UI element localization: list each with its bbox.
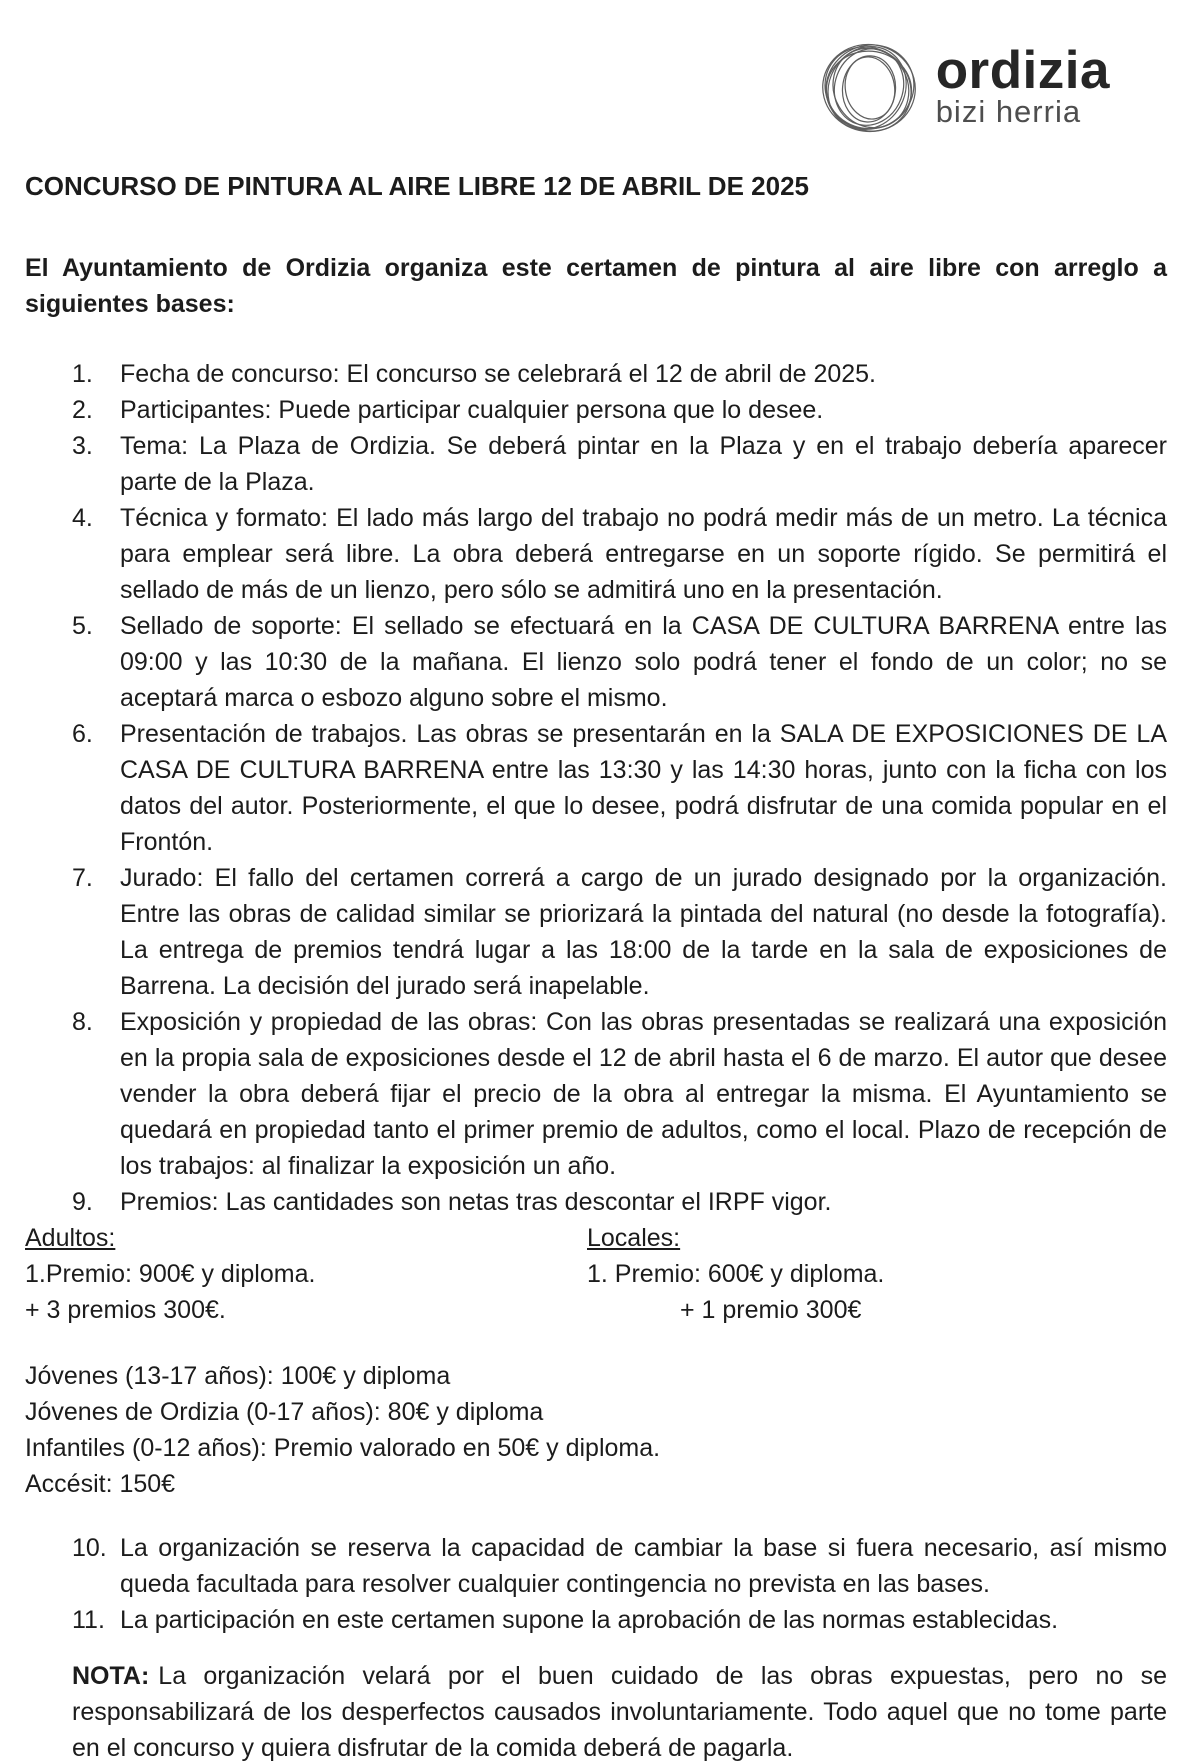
rule-number: 1. [72, 360, 93, 388]
rule-item-3 [72, 428, 1167, 500]
rule-text: La participación en este certamen supone la aprobación de las normas establecidas. [120, 1606, 1059, 1634]
rule-text: Técnica y formato: El lado más largo del trabajo no podrá medir más de un metro. La técnica para emplear será libre. La obra deberá entregarse en un soporte rígido. Se permitirá el sellado de más de un lienzo, pero sólo se admitirá uno en la presentación. [120, 504, 1167, 604]
rule-number: 6. [72, 720, 93, 748]
page-title: CONCURSO DE PINTURA AL AIRE LIBRE 12 DE ABRIL DE 2025 [25, 171, 809, 201]
rule-text: La organización se reserva la capacidad de cambiar la base si fuera necesario, así mismo queda facultada para resolver cualquier contingencia no prevista en las bases. [120, 1534, 1167, 1598]
rule-number: 7. [72, 864, 93, 892]
rule-item-6 [72, 716, 1167, 860]
locals-prize-line: 1. Premio: 600€ y diploma. [587, 1260, 885, 1288]
logo-text [935, 41, 1110, 129]
rule-number: 11. [72, 1606, 105, 1634]
rule-number: 3. [72, 432, 93, 460]
note-label: NOTA: [72, 1662, 150, 1690]
rules-list [25, 356, 1167, 1220]
rule-text: Fecha de concurso: El concurso se celebrará el 12 de abril de 2025. [120, 360, 877, 388]
adults-prize-line: + 3 premios 300€. [25, 1296, 226, 1324]
rule-text: Exposición y propiedad de las obras: Con las obras presentadas se realizará una exposición en la propia sala de exposiciones desde el 12 de abril hasta el 6 de marzo. El autor que desee vender la obra deberá fijar el precio de la obra al entregar la misma. El Ayuntamiento se quedará en propiedad tanto el primer premio de adultos, como el local. Plazo de recepción de los trabajos: al finalizar la exposición un año. [120, 1008, 1167, 1180]
rule-number: 4. [72, 504, 93, 532]
rule-item-5 [72, 608, 1167, 716]
youth-prize-line: Jóvenes (13-17 años): 100€ y diploma [25, 1362, 451, 1390]
rule-item-2 [72, 392, 1167, 428]
youth-prizes-block [25, 1358, 1167, 1502]
logo-tagline: bizi herria [935, 94, 1082, 129]
rule-item-4 [72, 500, 1167, 608]
rule-text: Participantes: Puede participar cualquier persona que lo desee. [120, 396, 824, 424]
rule-text: Tema: La Plaza de Ordizia. Se deberá pintar en la Plaza y en el trabajo debería aparecer parte de la Plaza. [120, 432, 1167, 496]
intro-paragraph: El Ayuntamiento de Ordizia organiza este certamen de pintura al aire libre con arreglo a siguientes bases: [25, 254, 1167, 318]
locals-heading: Locales: [587, 1224, 681, 1252]
rule-item-1 [72, 356, 1167, 392]
prizes-columns [25, 1220, 1167, 1328]
prizes-adults-column [25, 1220, 587, 1328]
logo-scribble-circle-icon [817, 36, 921, 140]
rule-number: 8. [72, 1008, 93, 1036]
rule-number: 10. [72, 1534, 107, 1562]
prizes-locals-column [587, 1220, 1167, 1328]
rule-number: 5. [72, 612, 93, 640]
rule-text: Presentación de trabajos. Las obras se presentarán en la SALA DE EXPOSICIONES DE LA CASA DE CULTURA BARRENA entre las 13:30 y las 14:30 horas, junto con la ficha con los datos del autor. Posteriormente, el que lo desee, podrá disfrutar de una comida popular en el Frontón. [120, 720, 1167, 856]
rule-item-9 [72, 1184, 1167, 1220]
adults-prize-line: 1.Premio: 900€ y diploma. [25, 1260, 316, 1288]
header [25, 0, 1167, 140]
adults-heading: Adultos: [25, 1224, 116, 1252]
rule-item-11 [72, 1602, 1167, 1638]
rule-number: 2. [72, 396, 93, 424]
rule-number: 9. [72, 1188, 93, 1216]
logo-brand: ordizia [935, 41, 1110, 100]
youth-prize-line: Jóvenes de Ordizia (0-17 años): 80€ y diploma [25, 1398, 544, 1426]
ordizia-logo [817, 36, 1110, 140]
rule-text: Premios: Las cantidades son netas tras descontar el IRPF vigor. [120, 1188, 832, 1216]
youth-prize-line: Accésit: 150€ [25, 1470, 176, 1498]
final-rules-list [25, 1530, 1167, 1638]
locals-prize-line: + 1 premio 300€ [680, 1296, 862, 1324]
rule-item-8 [72, 1004, 1167, 1184]
note-paragraph [72, 1658, 1167, 1763]
rule-text: Sellado de soporte: El sellado se efectuará en la CASA DE CULTURA BARRENA entre las 09:00 y las 10:30 de la mañana. El lienzo solo podrá tener el fondo de un color; no se aceptará marca o esbozo alguno sobre el mismo. [120, 612, 1167, 712]
rule-item-10 [72, 1530, 1167, 1602]
note-text: La organización velará por el buen cuidado de las obras expuestas, pero no se responsabilizará de los desperfectos causados involuntariamente. Todo aquel que no tome parte en el concurso y quiera disfrutar de la comida deberá de pagarla. [72, 1662, 1167, 1762]
rule-item-7 [72, 860, 1167, 1004]
youth-prize-line: Infantiles (0-12 años): Premio valorado en 50€ y diploma. [25, 1434, 661, 1462]
rule-text: Jurado: El fallo del certamen correrá a cargo de un jurado designado por la organización. Entre las obras de calidad similar se priorizará la pintada del natural (no desde la fotografía). La entrega de premios tendrá lugar a las 18:00 de la tarde en la sala de exposiciones de Barrena. La decisión del jurado será inapelable. [120, 864, 1167, 1000]
